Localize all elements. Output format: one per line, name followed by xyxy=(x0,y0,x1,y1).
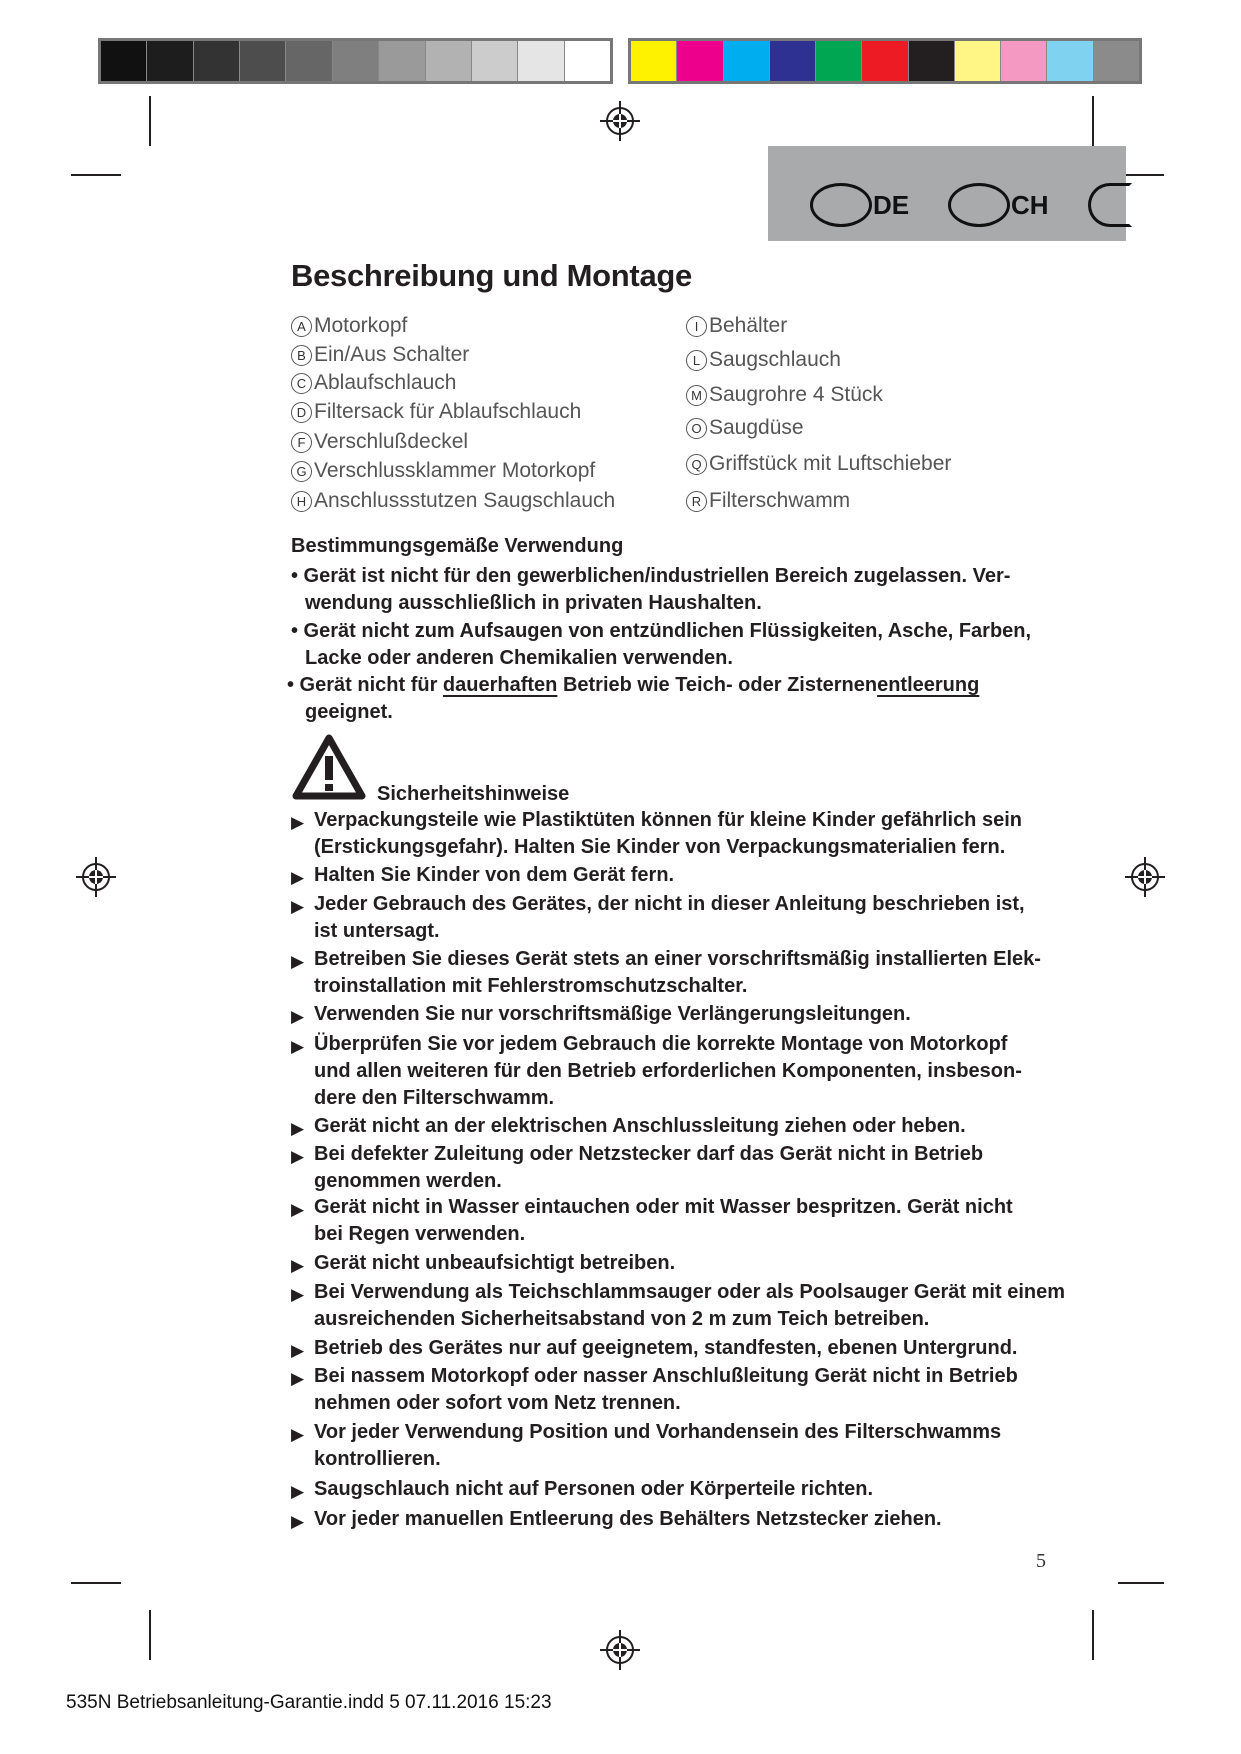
part-letter: F xyxy=(291,432,312,453)
part-item xyxy=(686,345,841,374)
bullet-arrow-icon: ▶ xyxy=(291,868,305,887)
part-label: Verschlussklammer Motorkopf xyxy=(314,459,596,482)
registration-mark-icon xyxy=(1125,857,1165,897)
registration-mark-icon xyxy=(600,1630,640,1670)
usage-heading: Bestimmungsgemäße Verwendung xyxy=(291,535,624,557)
bullet-arrow-icon: ▶ xyxy=(291,1369,305,1388)
bullet-arrow-icon: ▶ xyxy=(291,1285,305,1304)
usage-item: • Gerät nicht zum Aufsaugen von entzündlichen Flüssigkeiten, Asche, Farben, Lacke oder anderen Chemikalien verwenden. xyxy=(291,620,1032,669)
part-item xyxy=(291,397,581,426)
part-letter: D xyxy=(291,402,312,423)
color-swatch xyxy=(147,41,193,81)
crop-mark xyxy=(71,1582,121,1584)
part-letter: R xyxy=(686,491,707,512)
part-label: Ablaufschlauch xyxy=(314,371,457,394)
part-letter: H xyxy=(291,491,312,512)
part-letter: G xyxy=(291,461,312,482)
registration-mark-icon xyxy=(76,857,116,897)
bullet-arrow-icon: ▶ xyxy=(291,952,305,971)
crop-mark xyxy=(1092,1610,1094,1660)
part-item xyxy=(686,413,804,442)
part-item xyxy=(291,368,456,397)
color-swatch xyxy=(379,41,425,81)
safety-item: Jeder Gebrauch des Gerätes, der nicht in dieser Anleitung beschrieben ist, ist untersagt. xyxy=(314,893,1025,942)
part-item xyxy=(291,427,468,456)
bullet-arrow-icon: ▶ xyxy=(291,1200,305,1219)
part-item xyxy=(291,340,469,369)
safety-item: Bei defekter Zuleitung oder Netzstecker darf das Gerät nicht in Betrieb genommen werden. xyxy=(314,1143,984,1192)
safety-item: Gerät nicht unbeaufsichtigt betreiben. xyxy=(314,1252,676,1274)
part-label: Anschlussstutzen Saugschlauch xyxy=(314,489,616,512)
color-swatch xyxy=(240,41,286,81)
safety-item: Saugschlauch nicht auf Personen oder Körperteile richten. xyxy=(314,1478,874,1500)
part-label: Filterschwamm xyxy=(709,489,851,512)
color-swatch xyxy=(426,41,472,81)
safety-item: Vor jeder Verwendung Position und Vorhandensein des Filterschwamms kontrollieren. xyxy=(314,1421,1002,1470)
part-item xyxy=(686,380,883,409)
part-item xyxy=(291,311,407,340)
safety-item: Betreiben Sie dieses Gerät stets an einer vorschriftsmäßig installierten Elek- troinstallation mit Fehlerstromschutzschalter. xyxy=(314,948,1041,997)
color-swatch xyxy=(816,41,862,81)
bullet-arrow-icon: ▶ xyxy=(291,1512,305,1531)
bullet-arrow-icon: ▶ xyxy=(291,897,305,916)
part-label: Saugrohre 4 Stück xyxy=(709,383,883,406)
safety-item: Bei Verwendung als Teichschlammsauger oder als Poolsauger Gerät mit einem ausreichenden Sicherheitsabstand von 2 m zum Teich betreiben. xyxy=(314,1281,1065,1330)
safety-heading: Sicherheitshinweise xyxy=(377,783,570,805)
language-label-de: DE xyxy=(873,190,910,220)
part-label: Saugdüse xyxy=(709,416,804,439)
part-letter: A xyxy=(291,316,312,337)
color-swatch xyxy=(1094,41,1139,81)
print-slug: 535N Betriebsanleitung-Garantie.indd 5 07.11.2016 15:23 xyxy=(66,1692,552,1713)
part-letter: I xyxy=(686,316,707,337)
page-number: 5 xyxy=(1036,1550,1046,1572)
safety-item: Verwenden Sie nur vorschriftsmäßige Verlängerungsleitungen. xyxy=(314,1003,911,1025)
safety-item: Vor jeder manuellen Entleerung des Behälters Netzstecker ziehen. xyxy=(314,1508,942,1530)
part-label: Ein/Aus Schalter xyxy=(314,343,470,366)
language-marker-ch xyxy=(948,183,1010,227)
color-swatch xyxy=(333,41,379,81)
part-label: Griffstück mit Luftschieber xyxy=(709,452,952,475)
bullet-arrow-icon: ▶ xyxy=(291,1425,305,1444)
color-swatch xyxy=(770,41,816,81)
color-swatch xyxy=(101,41,147,81)
part-letter: O xyxy=(686,418,707,439)
grayscale-color-bar xyxy=(98,38,613,84)
color-swatch xyxy=(472,41,518,81)
crop-mark xyxy=(1118,1582,1164,1584)
color-swatch xyxy=(909,41,955,81)
warning-triangle-icon xyxy=(292,734,366,800)
bullet-arrow-icon: ▶ xyxy=(291,1037,305,1056)
color-swatch xyxy=(518,41,564,81)
part-letter: Q xyxy=(686,454,707,475)
usage-item: • Gerät nicht für dauerhaften Betrieb wie Teich- oder Zisternenentleerung geeignet. xyxy=(287,674,980,723)
color-swatch xyxy=(955,41,1001,81)
registration-mark-icon xyxy=(600,101,640,141)
bullet-arrow-icon: ▶ xyxy=(291,1256,305,1275)
color-swatch xyxy=(1001,41,1047,81)
crop-mark xyxy=(1092,96,1094,146)
part-letter: L xyxy=(686,350,707,371)
safety-item: Gerät nicht in Wasser eintauchen oder mit Wasser bespritzen. Gerät nicht bei Regen verwenden. xyxy=(314,1196,1013,1245)
page-title: Beschreibung und Montage xyxy=(291,258,692,293)
color-swatch xyxy=(194,41,240,81)
part-label: Verschlußdeckel xyxy=(314,430,469,453)
part-letter: M xyxy=(686,385,707,406)
bullet-arrow-icon: ▶ xyxy=(291,1007,305,1026)
bullet-arrow-icon: ▶ xyxy=(291,813,305,832)
safety-item: Halten Sie Kinder von dem Gerät fern. xyxy=(314,864,675,886)
language-marker-de xyxy=(810,183,872,227)
part-label: Behälter xyxy=(709,314,788,337)
bullet-arrow-icon: ▶ xyxy=(291,1147,305,1166)
part-label: Filtersack für Ablaufschlauch xyxy=(314,400,582,423)
color-swatch xyxy=(1047,41,1093,81)
part-item xyxy=(686,486,850,515)
crop-mark xyxy=(149,96,151,146)
color-swatch xyxy=(677,41,723,81)
part-item xyxy=(291,486,615,515)
bullet-arrow-icon: ▶ xyxy=(291,1482,305,1501)
bullet-arrow-icon: ▶ xyxy=(291,1341,305,1360)
part-letter: C xyxy=(291,373,312,394)
part-item xyxy=(686,449,951,478)
safety-item: Betrieb des Gerätes nur auf geeignetem, standfesten, ebenen Untergrund. xyxy=(314,1337,1018,1359)
part-label: Motorkopf xyxy=(314,314,408,337)
color-swatch xyxy=(862,41,908,81)
language-marker-partial xyxy=(1088,183,1132,227)
color-swatch xyxy=(631,41,677,81)
bullet-arrow-icon: ▶ xyxy=(291,1119,305,1138)
part-item xyxy=(291,456,595,485)
color-swatch xyxy=(724,41,770,81)
part-item xyxy=(686,311,787,340)
part-label: Saugschlauch xyxy=(709,348,841,371)
safety-item: Verpackungsteile wie Plastiktüten können für kleine Kinder gefährlich sein (Erstickungsgefahr). Halten Sie Kinder von Verpackungsmaterialien fern. xyxy=(314,809,1022,858)
usage-item: • Gerät ist nicht für den gewerblichen/industriellen Bereich zugelassen. Ver- wendung ausschließlich in privaten Haushalten. xyxy=(291,565,1011,614)
crop-mark xyxy=(149,1610,151,1660)
safety-item: Gerät nicht an der elektrischen Anschlussleitung ziehen oder heben. xyxy=(314,1115,966,1137)
safety-item: Überprüfen Sie vor jedem Gebrauch die korrekte Montage von Motorkopf und allen weiteren für den Betrieb erforderlichen Komponenten, insbeson- dere den Filterschwamm. xyxy=(314,1033,1022,1109)
crop-mark xyxy=(71,174,121,176)
color-swatch xyxy=(565,41,610,81)
safety-item: Bei nassem Motorkopf oder nasser Anschlußleitung Gerät nicht in Betrieb nehmen oder sofort vom Netz trennen. xyxy=(314,1365,1018,1414)
language-label-ch: CH xyxy=(1011,190,1049,220)
process-color-bar xyxy=(628,38,1142,84)
language-tab xyxy=(768,146,1126,241)
color-swatch xyxy=(286,41,332,81)
part-letter: B xyxy=(291,345,312,366)
